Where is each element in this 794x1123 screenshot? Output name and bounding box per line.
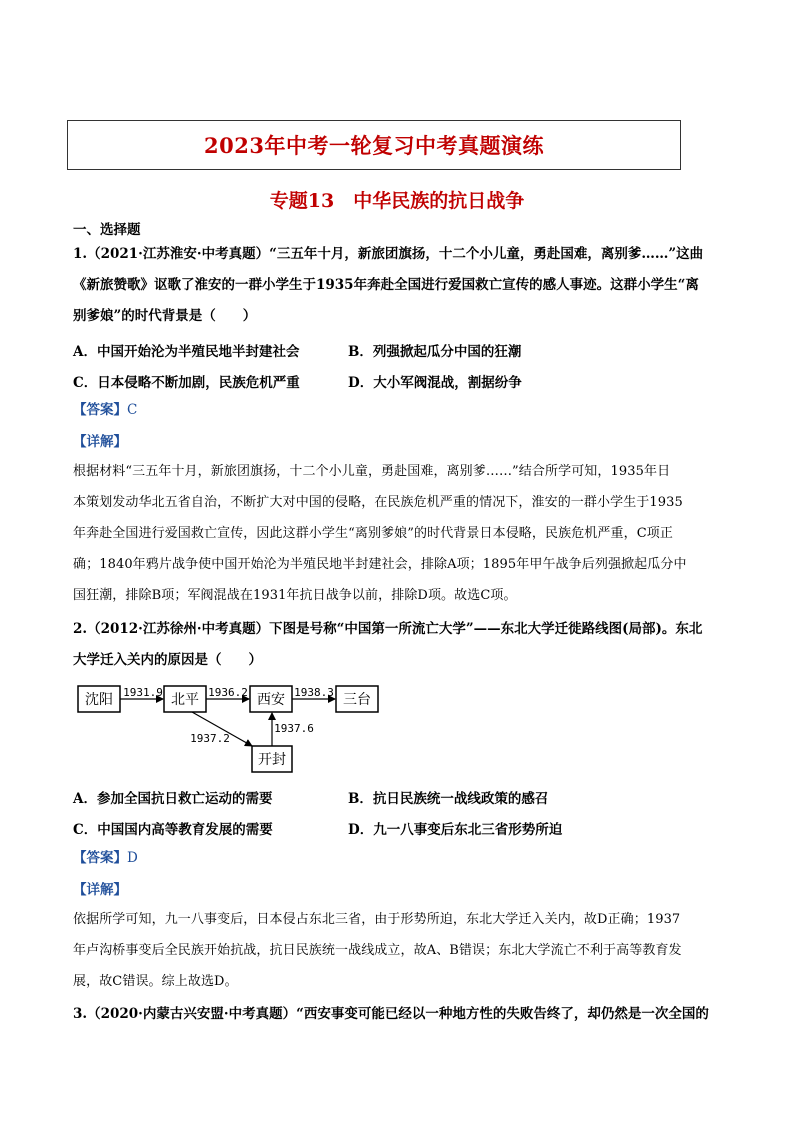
q1-option-c: C．日本侵略不断加剧，民族危机严重 [73, 375, 300, 391]
q1-detail-line-1: 根据材料“三五年十月，新旅团旗扬，十二个小儿童，勇赴国难，离别爹……”结合所学可知，1935年日 [73, 464, 671, 479]
q1-line-1: 1.（2021·江苏淮安·中考真题）“三五年十月，新旅团旗扬，十二个小儿童，勇赴国难，离别爹……”这曲 [73, 246, 704, 262]
svg-text:北平: 北平 [171, 692, 199, 708]
q1-option-a: A．中国开始沦为半殖民地半封建社会 [73, 344, 300, 360]
q3-line-1: 3.（2020·内蒙古兴安盟·中考真题）“西安事变可能已经以一种地方性的失败告终了，却仍然是一次全国的 [73, 1006, 709, 1022]
section-heading: 一、选择题 [73, 222, 141, 238]
edge-label-1937-6: 1937.6 [274, 722, 314, 735]
edge-label-1937-2: 1937.2 [190, 732, 230, 745]
q2-line-1: 2.（2012·江苏徐州·中考真题）下图是号称“中国第一所流亡大学”——东北大学迁徙路线图(局部)。东北 [73, 621, 703, 637]
svg-text:沈阳: 沈阳 [85, 692, 113, 708]
q1-answer-value: C [127, 402, 138, 418]
svg-text:开封: 开封 [258, 752, 286, 768]
q2-answer [73, 848, 138, 868]
edge-label-1931-9: 1931.9 [123, 686, 163, 699]
node-shenyang [78, 686, 120, 712]
migration-route-diagram [76, 684, 386, 776]
q2-option-b: B．抗日民族统一战线政策的感召 [348, 791, 549, 807]
document-title: 2023年中考一轮复习中考真题演练 [204, 133, 544, 158]
q2-option-a: A．参加全国抗日救亡运动的需要 [73, 791, 273, 807]
q1-detail-line-3: 年奔赴全国进行爱国救亡宣传，因此这群小学生“离别爹娘”的时代背景日本侵略，民族危机严重，C项正 [73, 526, 673, 541]
q1-option-d: D．大小军阀混战，割据纷争 [348, 375, 522, 391]
svg-text:三台: 三台 [343, 692, 371, 708]
q2-answer-label: 【答案】 [73, 850, 127, 866]
q1-answer-label: 【答案】 [73, 402, 127, 418]
q2-detail-line-2: 年卢沟桥事变后全民族开始抗战，抗日民族统一战线成立，故A、B错误；东北大学流亡不利于高等教育发 [73, 943, 682, 958]
svg-text:西安: 西安 [257, 692, 285, 708]
q2-option-d: D．九一八事变后东北三省形势所迫 [348, 822, 563, 838]
q1-line-3: 别爹娘”的时代背景是（ ） [73, 308, 257, 324]
q2-option-c: C．中国国内高等教育发展的需要 [73, 822, 273, 838]
q2-detail-line-1: 依据所学可知，九一八事变后，日本侵占东北三省，由于形势所迫，东北大学迁入关内，故D正确；1937 [73, 912, 681, 927]
q1-line-2: 《新旅赞歌》讴歌了淮安的一群小学生于1935年奔赴全国进行爱国救亡宣传的感人事迹。这群小学生“离 [73, 277, 699, 293]
q1-detail-label: 【详解】 [73, 434, 127, 450]
q2-line-2: 大学迁入关内的原因是（ ） [73, 652, 262, 668]
q2-answer-value: D [127, 850, 138, 866]
edge-label-1938-3: 1938.3 [294, 686, 334, 699]
title-box [67, 120, 681, 170]
q1-detail-line-5: 国狂潮，排除B项；军阀混战在1931年抗日战争以前，排除D项。故选C项。 [73, 588, 517, 603]
node-santai [336, 686, 378, 712]
q1-option-b: B．列强掀起瓜分中国的狂潮 [348, 344, 522, 360]
q2-detail-label: 【详解】 [73, 882, 127, 898]
node-beiping [164, 686, 206, 712]
q2-detail-line-3: 展，故C错误。综上故选D。 [73, 974, 238, 989]
node-xian [250, 686, 292, 712]
node-kaifeng [252, 746, 292, 772]
document-subtitle: 专题13 中华民族的抗日战争 [269, 190, 525, 212]
q1-answer [73, 400, 137, 420]
q1-detail-line-4: 确；1840年鸦片战争使中国开始沦为半殖民地半封建社会，排除A项；1895年甲午战争后列强掀起瓜分中 [73, 557, 687, 572]
q1-detail-line-2: 本策划发动华北五省自治，不断扩大对中国的侵略，在民族危机严重的情况下，淮安的一群小学生于1935 [73, 495, 683, 510]
edge-label-1936-2: 1936.2 [208, 686, 248, 699]
